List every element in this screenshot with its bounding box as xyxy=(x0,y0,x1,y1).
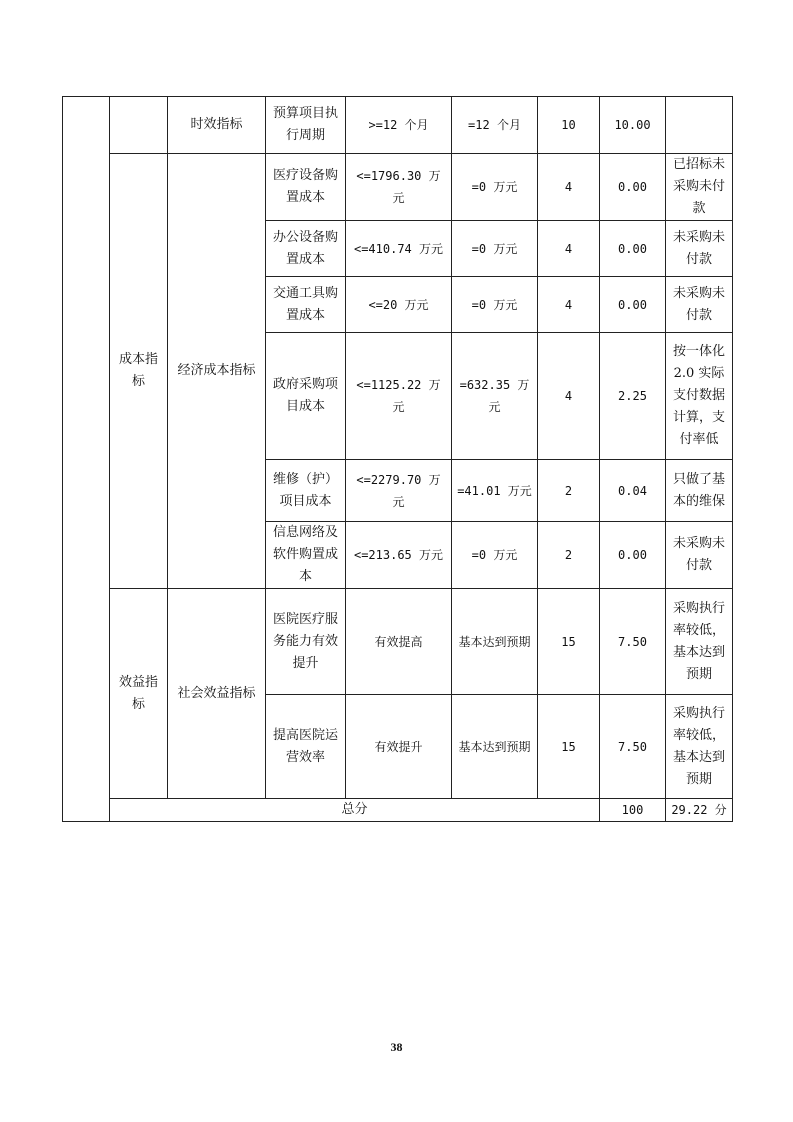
level2-indicator-cell xyxy=(110,97,168,154)
target-value: <=2279.70 万元 xyxy=(346,460,452,522)
note-value: 只做了基本的维保 xyxy=(666,460,733,522)
actual-value: 基本达到预期 xyxy=(452,589,538,695)
weight-value: 2 xyxy=(538,460,600,522)
note-value: 采购执行率较低，基本达到预期 xyxy=(666,589,733,695)
weight-value: 2 xyxy=(538,522,600,589)
indicator-name: 预算项目执行周期 xyxy=(266,97,346,154)
target-value: <=1125.22 万元 xyxy=(346,333,452,460)
total-score: 29.22 分 xyxy=(666,799,733,822)
total-row xyxy=(63,799,733,822)
actual-value: =41.01 万元 xyxy=(452,460,538,522)
page-number: 38 xyxy=(390,1040,403,1054)
section-cost: 成本指标 xyxy=(110,154,168,589)
actual-value: =0 万元 xyxy=(452,522,538,589)
note-value: 未采购未付款 xyxy=(666,277,733,333)
score-value: 2.25 xyxy=(600,333,666,460)
actual-value: =632.35 万元 xyxy=(452,333,538,460)
actual-value: =0 万元 xyxy=(452,277,538,333)
target-value: <=20 万元 xyxy=(346,277,452,333)
score-value: 0.00 xyxy=(600,154,666,221)
indicator-name: 交通工具购置成本 xyxy=(266,277,346,333)
table-row xyxy=(63,154,733,221)
note-value: 未采购未付款 xyxy=(666,221,733,277)
target-value: 有效提高 xyxy=(346,589,452,695)
performance-indicator-table xyxy=(62,96,733,822)
indicator-name: 办公设备购置成本 xyxy=(266,221,346,277)
score-value: 7.50 xyxy=(600,589,666,695)
weight-value: 4 xyxy=(538,333,600,460)
weight-value: 4 xyxy=(538,221,600,277)
note-value: 未采购未付款 xyxy=(666,522,733,589)
score-value: 0.00 xyxy=(600,522,666,589)
indicator-name: 医院医疗服务能力有效提升 xyxy=(266,589,346,695)
section-benefit: 效益指标 xyxy=(110,589,168,799)
actual-value: =0 万元 xyxy=(452,154,538,221)
note-value xyxy=(666,97,733,154)
target-value: <=213.65 万元 xyxy=(346,522,452,589)
indicator-name: 政府采购项目成本 xyxy=(266,333,346,460)
target-value: >=12 个月 xyxy=(346,97,452,154)
subsection-social-benefit: 社会效益指标 xyxy=(168,589,266,799)
score-value: 10.00 xyxy=(600,97,666,154)
target-value: <=410.74 万元 xyxy=(346,221,452,277)
score-value: 0.00 xyxy=(600,221,666,277)
score-value: 7.50 xyxy=(600,695,666,799)
note-value: 按一体化 2.0 实际支付数据计算，支付率低 xyxy=(666,333,733,460)
level1-indicator-cell xyxy=(63,97,110,822)
indicator-name: 医疗设备购置成本 xyxy=(266,154,346,221)
score-value: 0.00 xyxy=(600,277,666,333)
note-value: 采购执行率较低，基本达到预期 xyxy=(666,695,733,799)
table-row xyxy=(63,97,733,154)
weight-value: 4 xyxy=(538,154,600,221)
indicator-name: 维修（护）项目成本 xyxy=(266,460,346,522)
total-label: 总分 xyxy=(110,799,600,822)
target-value: <=1796.30 万元 xyxy=(346,154,452,221)
target-value: 有效提升 xyxy=(346,695,452,799)
level3-indicator-timeliness: 时效指标 xyxy=(168,97,266,154)
score-value: 0.04 xyxy=(600,460,666,522)
note-value: 已招标未采购未付款 xyxy=(666,154,733,221)
weight-value: 4 xyxy=(538,277,600,333)
actual-value: 基本达到预期 xyxy=(452,695,538,799)
total-weight: 100 xyxy=(600,799,666,822)
weight-value: 15 xyxy=(538,589,600,695)
table-row xyxy=(63,589,733,695)
indicator-name: 信息网络及软件购置成本 xyxy=(266,522,346,589)
actual-value: =12 个月 xyxy=(452,97,538,154)
subsection-economic-cost: 经济成本指标 xyxy=(168,154,266,589)
weight-value: 10 xyxy=(538,97,600,154)
indicator-name: 提高医院运营效率 xyxy=(266,695,346,799)
actual-value: =0 万元 xyxy=(452,221,538,277)
weight-value: 15 xyxy=(538,695,600,799)
